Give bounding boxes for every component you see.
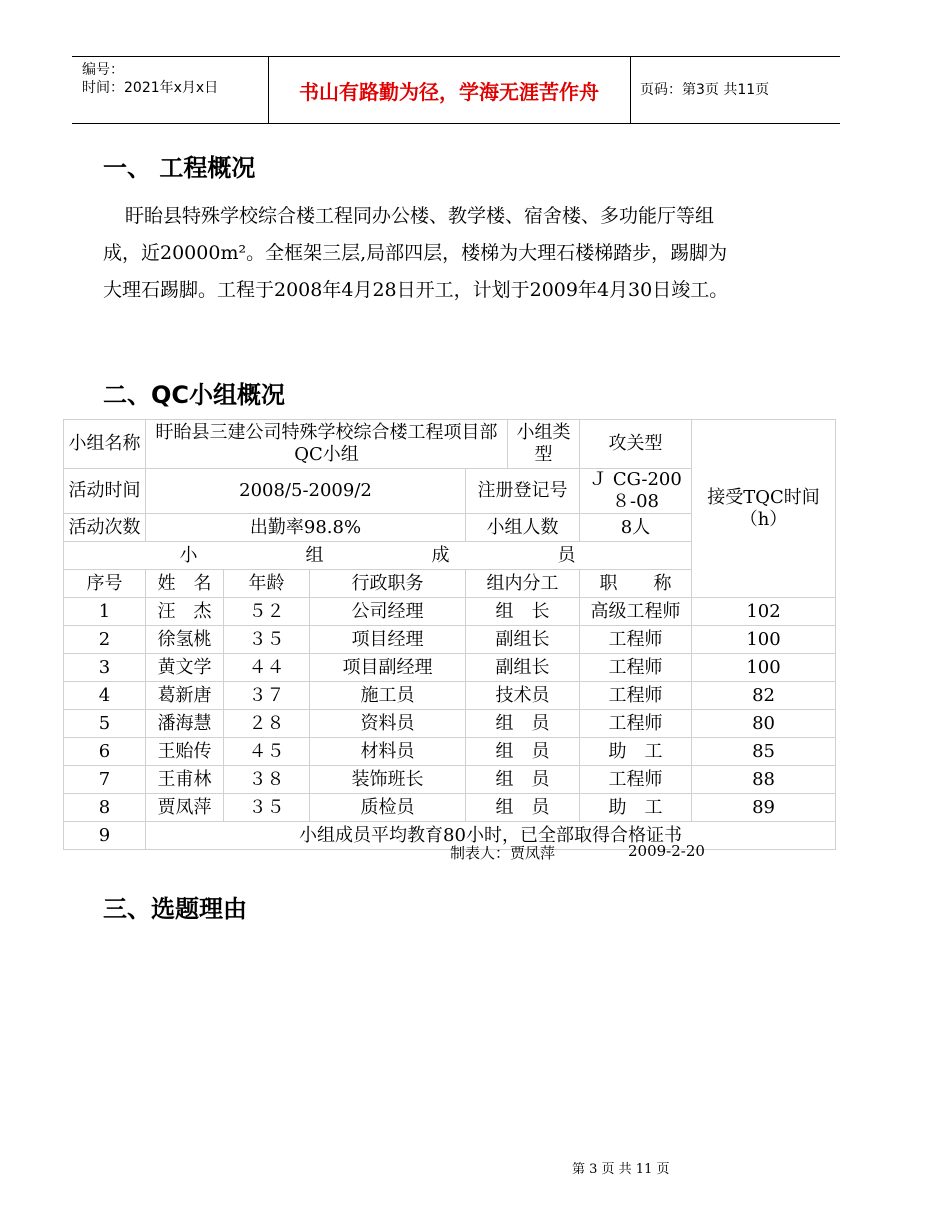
header-number: 编号： bbox=[82, 62, 124, 78]
member-position: 项目副经理 bbox=[310, 654, 466, 682]
last-row-no: 9 bbox=[64, 822, 146, 850]
member-position: 资料员 bbox=[310, 710, 466, 738]
header-meta bbox=[82, 61, 218, 97]
member-rows bbox=[64, 598, 836, 822]
member-age: ４５ bbox=[224, 738, 310, 766]
member-age: ３５ bbox=[224, 626, 310, 654]
member-no: 2 bbox=[64, 626, 146, 654]
member-no: 3 bbox=[64, 654, 146, 682]
col-header-name: 姓 名 bbox=[146, 570, 224, 598]
table-row bbox=[64, 738, 836, 766]
table-maker: 制表人：贾凤萍 bbox=[450, 844, 556, 862]
member-age: ４４ bbox=[224, 654, 310, 682]
overview-line: 盱眙县特殊学校综合楼工程同办公楼、教学楼、宿舍楼、多功能厅等组 bbox=[125, 205, 715, 227]
member-title: 工程师 bbox=[580, 626, 692, 654]
member-role: 技术员 bbox=[466, 682, 580, 710]
member-title: 工程师 bbox=[580, 766, 692, 794]
member-name: 徐氢桃 bbox=[146, 626, 224, 654]
activity-time-value: 2008/5-2009/2 bbox=[146, 469, 466, 514]
group-name-label: 小组名称 bbox=[64, 420, 146, 469]
member-tqc-hours: 80 bbox=[692, 710, 836, 738]
member-age: ３７ bbox=[224, 682, 310, 710]
member-position: 材料员 bbox=[310, 738, 466, 766]
table-row bbox=[64, 766, 836, 794]
header-divider bbox=[630, 57, 631, 123]
member-name: 贾凤萍 bbox=[146, 794, 224, 822]
member-tqc-hours: 100 bbox=[692, 626, 836, 654]
registration-value: Ｊ CG-200 ８-08 bbox=[580, 469, 692, 514]
member-position: 装饰班长 bbox=[310, 766, 466, 794]
member-name: 汪 杰 bbox=[146, 598, 224, 626]
member-role: 组 员 bbox=[466, 766, 580, 794]
col-header-no: 序号 bbox=[64, 570, 146, 598]
table-row bbox=[64, 710, 836, 738]
members-title: 小 组 成 员 bbox=[64, 542, 692, 570]
member-name: 王贻传 bbox=[146, 738, 224, 766]
member-no: 4 bbox=[64, 682, 146, 710]
member-tqc-hours: 82 bbox=[692, 682, 836, 710]
section-title-overview: 一、 工程概况 bbox=[103, 154, 256, 182]
table-row bbox=[64, 682, 836, 710]
member-tqc-hours: 89 bbox=[692, 794, 836, 822]
activity-count-label: 活动次数 bbox=[64, 514, 146, 542]
qc-group-table bbox=[63, 419, 836, 850]
member-position: 施工员 bbox=[310, 682, 466, 710]
member-role: 副组长 bbox=[466, 626, 580, 654]
member-title: 助 工 bbox=[580, 794, 692, 822]
col-header-position: 行政职务 bbox=[310, 570, 466, 598]
member-no: 1 bbox=[64, 598, 146, 626]
member-age: ３８ bbox=[224, 766, 310, 794]
member-title: 工程师 bbox=[580, 654, 692, 682]
table-row bbox=[64, 794, 836, 822]
member-name: 王甫林 bbox=[146, 766, 224, 794]
member-title: 高级工程师 bbox=[580, 598, 692, 626]
header-page: 页码：第3页 共11页 bbox=[640, 82, 770, 98]
member-age: ５２ bbox=[224, 598, 310, 626]
member-title: 助 工 bbox=[580, 738, 692, 766]
overview-line: 大理石踢脚。工程于2008年4月28日开工，计划于2009年4月30日竣工。 bbox=[103, 279, 729, 301]
attendance-value: 出勤率98.8% bbox=[146, 514, 466, 542]
overview-line: 成，近20000m²。全框架三层,局部四层，楼梯为大理石楼梯踏步，踢脚为 bbox=[103, 242, 728, 264]
table-date: 2009-2-20 bbox=[628, 842, 705, 860]
member-tqc-hours: 102 bbox=[692, 598, 836, 626]
activity-time-label: 活动时间 bbox=[64, 469, 146, 514]
col-header-age: 年龄 bbox=[224, 570, 310, 598]
member-role: 组 员 bbox=[466, 738, 580, 766]
member-age: ３５ bbox=[224, 794, 310, 822]
overview-paragraph bbox=[103, 198, 823, 309]
section-title-reason: 三、选题理由 bbox=[103, 895, 247, 923]
section-title-qc: 二、QC小组概况 bbox=[103, 381, 286, 409]
member-position: 公司经理 bbox=[310, 598, 466, 626]
tqc-time-header: 接受TQC时间（h） bbox=[692, 420, 836, 598]
col-header-role: 组内分工 bbox=[466, 570, 580, 598]
member-name: 葛新唐 bbox=[146, 682, 224, 710]
member-no: 6 bbox=[64, 738, 146, 766]
table-row bbox=[64, 654, 836, 682]
header-time: 时间：2021年x月x日 bbox=[82, 80, 219, 96]
page-footer: 第 3 页 共 11 页 bbox=[572, 1162, 670, 1177]
col-header-title: 职 称 bbox=[580, 570, 692, 598]
member-no: 8 bbox=[64, 794, 146, 822]
group-name-value: 盱眙县三建公司特殊学校综合楼工程项目部QC小组 bbox=[146, 420, 508, 469]
member-title: 工程师 bbox=[580, 682, 692, 710]
member-tqc-hours: 100 bbox=[692, 654, 836, 682]
member-age: ２８ bbox=[224, 710, 310, 738]
member-role: 组 长 bbox=[466, 598, 580, 626]
table-row bbox=[64, 598, 836, 626]
member-tqc-hours: 88 bbox=[692, 766, 836, 794]
member-no: 5 bbox=[64, 710, 146, 738]
page-header bbox=[72, 56, 840, 124]
members-count-label: 小组人数 bbox=[466, 514, 580, 542]
member-role: 组 员 bbox=[466, 794, 580, 822]
table-row bbox=[64, 626, 836, 654]
member-no: 7 bbox=[64, 766, 146, 794]
group-type-value: 攻关型 bbox=[580, 420, 692, 469]
member-title: 工程师 bbox=[580, 710, 692, 738]
member-name: 黄文学 bbox=[146, 654, 224, 682]
member-position: 质检员 bbox=[310, 794, 466, 822]
member-role: 组 员 bbox=[466, 710, 580, 738]
member-tqc-hours: 85 bbox=[692, 738, 836, 766]
group-type-label: 小组类型 bbox=[508, 420, 580, 469]
member-name: 潘海慧 bbox=[146, 710, 224, 738]
member-position: 项目经理 bbox=[310, 626, 466, 654]
last-row-text: 小组成员平均教育80小时，已全部取得合格证书 bbox=[146, 822, 836, 850]
member-role: 副组长 bbox=[466, 654, 580, 682]
header-motto: 书山有路勤为径，学海无涯苦作舟 bbox=[299, 79, 599, 104]
registration-label: 注册登记号 bbox=[466, 469, 580, 514]
members-count-value: 8人 bbox=[580, 514, 692, 542]
